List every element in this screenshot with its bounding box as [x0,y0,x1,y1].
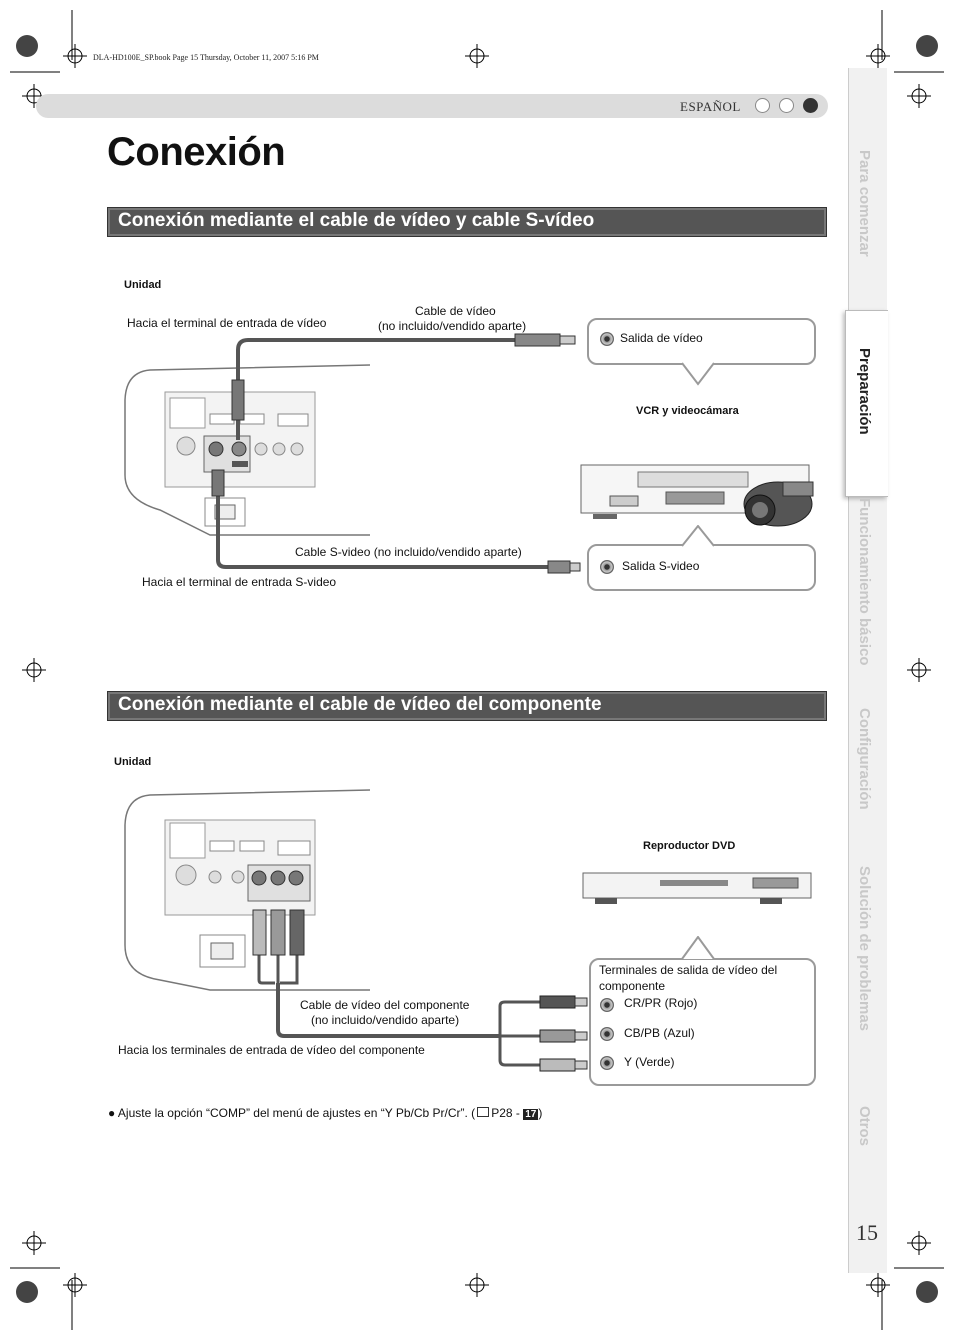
file-info: DLA-HD100E_SP.book Page 15 Thursday, October 11, 2007 5:16 PM [93,53,319,62]
dvd-player-illustration [580,870,815,915]
side-tab-otros[interactable]: Otros [856,1106,873,1147]
svideo-cable-label: Cable S-video (no incluido/vendido aparte) [295,545,522,559]
component-cable-note: (no incluido/vendido aparte) [311,1013,460,1027]
y-label: Y (Verde) [624,1055,675,1069]
side-tab-configuracion[interactable]: Configuración [856,708,873,810]
language-label: ESPAÑOL [680,99,741,114]
vcr-label: VCR y videocámara [636,405,739,417]
note-close: ) [538,1106,543,1120]
bubble-pointer [680,936,720,960]
component-out-title: Terminales de salida de vídeo del [599,963,778,977]
note-ref[interactable]: P28 - [491,1106,524,1120]
page-title: Conexión [107,130,286,174]
component-out-title: componente [599,979,666,993]
note-text: Ajuste la opción “COMP” del menú de ajustes en “Y Pb/Cb Pr/Cr”. ( [117,1106,476,1120]
section-title: Conexión mediante el cable de vídeo y cable S-vídeo [118,210,595,231]
section-title: Conexión mediante el cable de vídeo del componente [118,694,602,715]
video-cable-label: Cable de vídeo [415,304,496,318]
video-cable-note: (no incluido/vendido aparte) [378,319,527,333]
side-tab-para-comenzar[interactable]: Para comenzar [856,150,873,257]
bubble-pointer [680,525,720,547]
to-component-input-label: Hacia los terminales de entrada de vídeo del componente [118,1043,425,1057]
vcr-illustration [578,462,823,532]
unit-label: Unidad [124,279,162,291]
page-number: 15 [856,1220,878,1245]
svideo-jack-icon [600,560,614,574]
book-icon [477,1107,489,1117]
jack-icon [600,998,614,1012]
jack-icon [600,1027,614,1041]
jack-icon [600,1056,614,1070]
component-cable-label: Cable de vídeo del componente [300,998,470,1012]
to-svideo-input-label: Hacia el terminal de entrada S-video [142,575,337,589]
side-tab-solucion[interactable]: Solución de problemas [856,866,873,1032]
svideo-out-label: Salida S-video [622,559,700,573]
to-video-input-label: Hacia el terminal de entrada de vídeo [127,316,327,330]
cr-pr-label: CR/PR (Rojo) [624,996,698,1010]
note-ref-number: 17 [525,1109,537,1120]
bullet-icon: ● [108,1106,116,1120]
dvd-label: Reproductor DVD [643,840,736,852]
unit-label: Unidad [114,756,152,768]
side-tab-preparacion[interactable]: Preparación [856,348,873,435]
side-tab-funcionamiento[interactable]: Funcionamiento básico [856,498,873,666]
note [108,1106,542,1120]
jack-icon [600,332,614,346]
bubble-pointer [680,362,720,386]
video-out-label: Salida de vídeo [620,331,703,345]
cb-pb-label: CB/PB (Azul) [624,1026,695,1040]
